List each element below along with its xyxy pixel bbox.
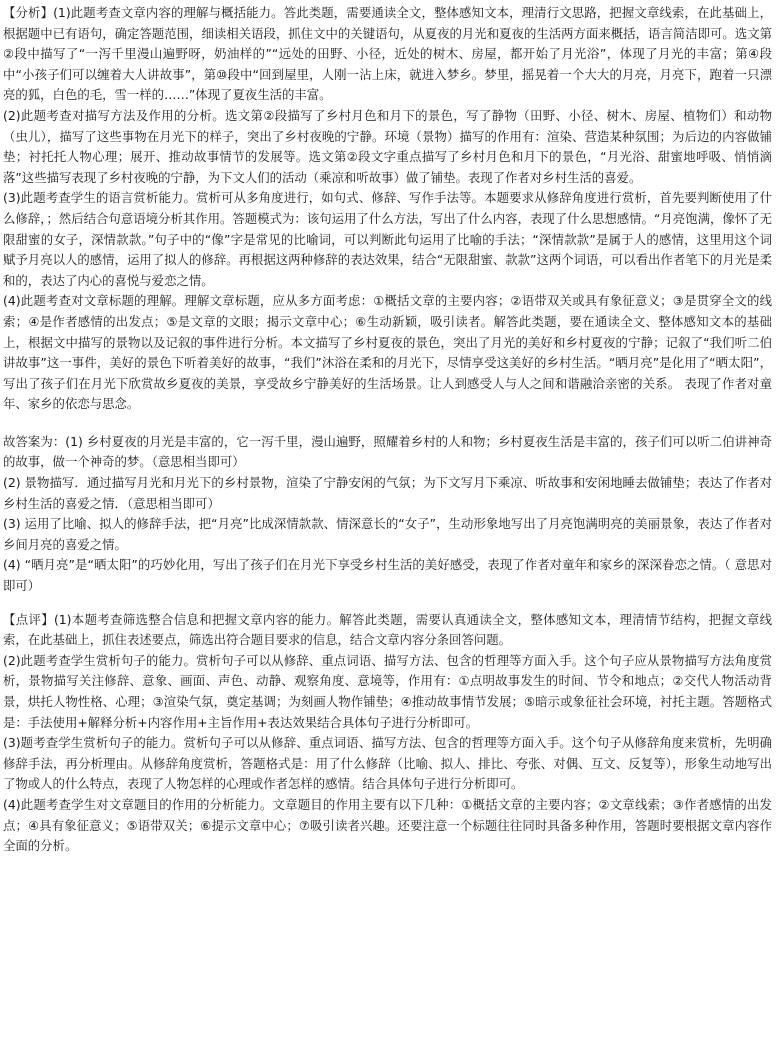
commentary-paragraph-4: (4)此题考查学生对文章题目的作用的分析能力。文章题目的作用主要有以下几种：①概括文章的主要内容；②文章线索；③作者感情的出发点；④具有象征意义；⑤语带双关；⑥提示文章中心；⑦吸引读者兴趣。还要注意一个标题往往同时具备多种作用，答题时要根据文章内容作全面的分析。 xyxy=(3,796,772,854)
analysis-paragraph-4: (4)此题考查对文章标题的理解。理解文章标题，应从多方面考虑：①概括文章的主要内容；②语带双关或具有象征意义；③是贯穿全文的线索；④是作者感情的出发点；⑤是文章的文眼；揭示文章中心；⑥生动新颖，吸引读者。解答此类题，要在通读全文、整体感知文本的基础上，根据文中描写的景物以及记叙的事件进行分析。本文描写了乡村夏夜的景色，突出了月光的美好和乡村夏夜的宁静；记叙了“我们听二伯讲故事”这一事件，美好的景色下听着美好的故事，“我们”沐浴在柔和的月光下，尽情享受这美好的乡村生活。“晒月亮”是化用了“晒太阳”，写出了孩子们在月光下欣赏故乡夏夜的美景，享受故乡宁静美好的生活场景。让人到感受人与人之间和谐融洽亲密的关系。 表现了作者对童年、家乡的依恋与思念。 xyxy=(3,293,772,412)
answer-paragraph-3: (3) 运用了比喻、拟人的修辞手法，把“月亮”比成深情款款、情深意长的“女子”，生动形象地写出了月亮饱满明亮的美丽景象，表达了作者对乡间月亮的喜爱之情。 xyxy=(3,516,772,552)
commentary-paragraph-2: (2)此题考查学生赏析句子的能力。赏析句子可以从修辞、重点词语、描写方法、包含的哲理等方面入手。这个句子应从景物描写方法角度赏析，景物描写关注修辞、意象、画面、声色、动静、观察角度、意境等，作用有：①点明故事发生的时间、节令和地点；②交代人物活动背景，烘托人物性格、心理；③渲染气氛，奠定基调；为刻画人物作铺垫；④推动故事情节发展；⑤暗示或象征社会环境，衬托主题。答题格式是：手法使用+解释分析+内容作用+主旨作用+表达效果结合具体句子进行分析即可。 xyxy=(3,652,772,730)
answer-section xyxy=(3,432,772,597)
section-spacer xyxy=(3,597,772,610)
analysis-section xyxy=(3,3,772,415)
commentary-paragraph-3: (3)题考查学生赏析句子的能力。赏析句子可以从修辞、重点词语、描写方法、包含的哲理等方面入手。这个句子从修辞角度来赏析，先明确修辞手法，再分析理由。从修辞角度赏析，答题格式是：用了什么修辞（比喻、拟人、排比、夸张、对偶、互文、反复等），形象生动地写出了物或人的什么特点，表现了人物怎样的心理或作者怎样的感情。结合具体句子进行分析即可。 xyxy=(3,735,772,792)
commentary-section xyxy=(3,610,772,857)
analysis-paragraph-1: 【分析】(1)此题考查文章内容的理解与概括能力。答此类题，需要通读全文，整体感知文本，理清行文思路，把握文章线索，在此基础上，根据题中已有语句，确定答题范围，细读相关语段，抓住文中的关键语句，从夏夜的月光和夏夜的生活两方面来概括，语言简洁即可。选文第②段中描写了“一泻千里漫山遍野呀，奶油样的”“远处的田野、小径，近处的树木、房屋，都开始了月光浴”，体现了月光的丰富；第④段中“小孩子们可以缠着大人讲故事”，第⑩段中“回到屋里，人刚一沾上床，就进入梦乡。梦里，摇晃着一个大大的月亮，月亮下，跑着一只漂亮的狐，白色的毛，雪一样的……”体现了夏夜生活的丰富。 xyxy=(3,5,772,103)
commentary-paragraph-1: 【点评】(1)本题考查筛选整合信息和把握文章内容的能力。解答此类题，需要认真通读全文，整体感知文本，理清情节结构，把握文章线索，在此基础上，抓住表述要点，筛选出符合题目要求的信息，结合文章内容分条回答问题。 xyxy=(3,611,772,648)
analysis-paragraph-3: (3)此题考查学生的语言赏析能力。赏析可从多角度进行，如句式、修辞、写作手法等。本题要求从修辞角度进行赏析，首先要判断使用了什么修辞，；然后结合句意语境分析其作用。答题模式为：该句运用了什么方法，写出了什么内容，表现了什么思想感情。“月亮饱满，像怀了无限甜蜜的女子，深情款款。”句子中的“像”字是常见的比喻词，可以判断此句运用了比喻的手法；“深情款款”是属于人的感情，这里用这个词赋予月亮以人的感情，运用了拟人的修辞。再根据这两种修辞的表达效果，结合“无限甜蜜、款款”这两个词语，可以看出作者笔下的月光是柔和的，表达了内心的喜悦与爱恋之情。 xyxy=(3,190,772,288)
answer-paragraph-4: (4) “晒月亮”是“晒太阳”的巧妙化用，写出了孩子们在月光下享受乡村生活的美好感受，表现了作者对童年和家乡的深深眷恋之情。（ 意思对即可） xyxy=(3,557,772,594)
analysis-paragraph-2: (2)此题考查对描写方法及作用的分析。选文第②段描写了乡村月色和月下的景色，写了静物（田野、小径、树木、房屋、植物们）和动物（虫儿），描写了这些事物在月光下的样子，突出了乡村夜晚的宁静。环境（景物）描写的作用有：渲染、营造某种氛围；为后边的内容做铺垫；衬托托人物心理；展开、推动故事情节的发展等。选文第②段文字重点描写了乡村月色和月下的景色，“月光浴、甜蜜地呼吸、悄悄滴落”这些描写表现了乡村夜晚的宁静，为下文人们的活动（乘凉和听故事）做了铺垫。表现了作者对乡村生活的喜爱。 xyxy=(3,107,772,185)
answer-paragraph-2: (2) 景物描写．通过描写月光和月光下的乡村景物，渲染了宁静安闲的气氛；为下文写月下乘凉、听故事和安闲地睡去做铺垫；表达了作者对乡村生活的喜爱之情．（意思相当即可） xyxy=(3,475,772,511)
answer-paragraph-1: 故答案为：(1) 乡村夏夜的月光是丰富的，它一泻千里，漫山遍野，照耀着乡村的人和物；乡村夏夜生活是丰富的，孩子们可以听二伯讲神奇的故事，做一个神奇的梦。（意思相当即可） xyxy=(3,433,772,470)
section-spacer xyxy=(3,415,772,432)
